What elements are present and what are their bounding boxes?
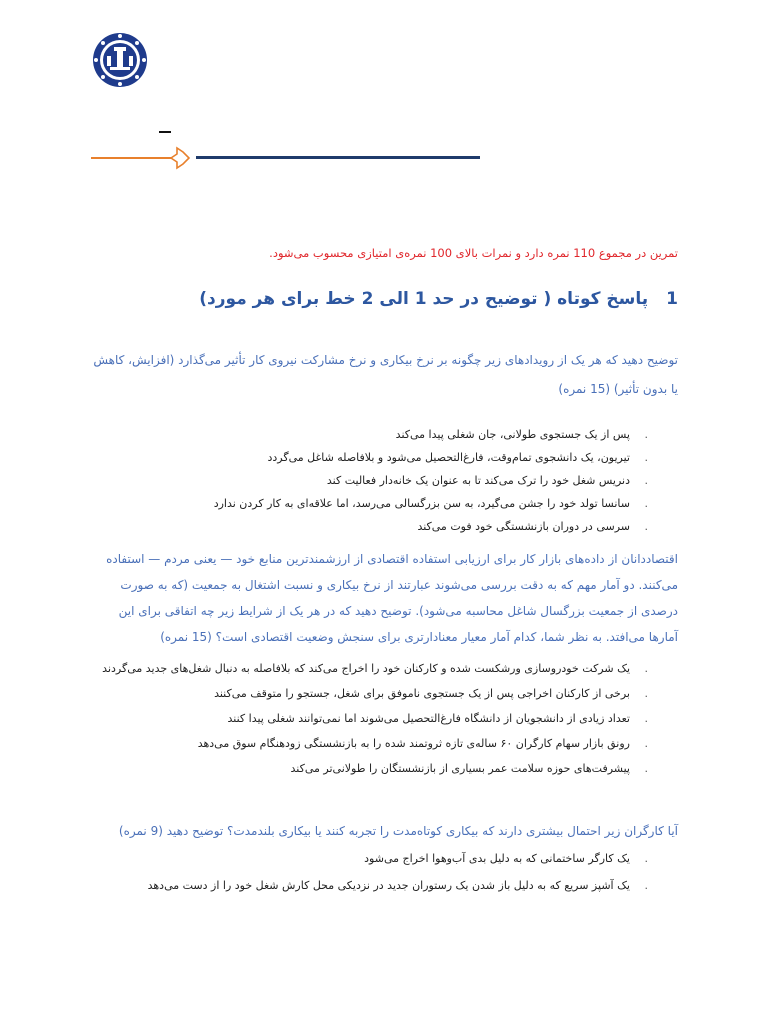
- bullet-icon: .: [644, 879, 648, 892]
- bullet-icon: .: [644, 737, 648, 750]
- short-dash: [159, 131, 171, 133]
- list-item: . پیشرفت‌های حوزه سلامت عمر بسیاری از بازنشستگان را طولانی‌تر می‌کند: [88, 756, 648, 781]
- scoring-note: تمرین در مجموع 110 نمره دارد و نمرات بالای 100 نمره‌ی امتیازی محسوب می‌شود.: [269, 246, 678, 260]
- list-item: . یک شرکت خودروسازی ورشکست شده و کارکنان خود را اخراج می‌کند که بلافاصله به دنبال شغل‌های جدید می‌گردند: [88, 656, 648, 681]
- bullet-icon: .: [644, 520, 648, 533]
- bullet-icon: .: [644, 712, 648, 725]
- list-item: . برخی از کارکنان اخراجی پس از یک جستجوی ناموفق برای شغل، جستجو را متوقف می‌کنند: [88, 681, 648, 706]
- divider-rule: [196, 156, 480, 159]
- list-item: . تعداد زیادی از دانشجویان از دانشگاه فارغ‌التحصیل می‌شوند اما نمی‌توانند شغلی پیدا کنند: [88, 706, 648, 731]
- question-1-list: [88, 423, 648, 538]
- section-title: پاسخ کوتاه ( توضیح در حد 1 الی 2 خط برای هر مورد): [199, 289, 649, 309]
- list-item: . تیریون، یک دانشجوی تمام‌وقت، فارغ‌التحصیل می‌شود و بلافاصله شاغل می‌گردد: [88, 446, 648, 469]
- list-item: . یک آشپز سریع که به دلیل باز شدن یک رستوران جدید در نزدیکی محل کارش شغل خود را از دست می‌دهد: [88, 872, 648, 899]
- bullet-icon: .: [644, 428, 648, 441]
- question-3: آیا کارگران زیر احتمال بیشتری دارند که بیکاری کوتاه‌مدت را تجربه کنند یا بیکاری بلندمدت؟ توضیح دهید (9 نمره): [118, 824, 678, 838]
- question-2: اقتصاددانان از داده‌های بازار کار برای ارزیابی استفاده اقتصادی از ارزشمندترین منابع خود — یعنی مردم — استفاده می‌کنند. دو آمار مهم که به دقت بررسی می‌شوند عبارتند از نرخ بیکاری و نسبت اشتغال به جمعیت (که به صورت درصدی از جمعیت بزرگسال شاغل محاسبه می‌شود). توضیح دهید که در هر یک از شرایط زیر چه اتفاقی برای این آمارها می‌افتد. به نظر شما، کدام آمار معیار معنادارتری برای سنجش وضعیت اقتصادی است؟ (15 نمره): [106, 552, 678, 644]
- list-item: . سانسا تولد خود را جشن می‌گیرد، به سن بزرگسالی می‌رسد، اما علاقه‌ای به کار کردن ندارد: [88, 492, 648, 515]
- university-seal-icon: [92, 32, 148, 88]
- ornament-icon: [169, 145, 191, 171]
- list-item: . سرسی در دوران بازنشستگی خود فوت می‌کند: [88, 515, 648, 538]
- question-1: توضیح دهید که هر یک از رویدادهای زیر چگونه بر نرخ بیکاری و نرخ مشارکت نیروی کار تأثیر می‌گذارد (افزایش، کاهش یا بدون تأثیر) (15 نمره): [93, 353, 678, 396]
- list-item: . یک کارگر ساختمانی که به دلیل بدی آب‌وهوا اخراج می‌شود: [88, 845, 648, 872]
- list-item: . رونق بازار سهام کارگران ۶۰ ساله‌ی تازه ثروتمند شده را به بازنشستگی زودهنگام سوق می‌دهد: [88, 731, 648, 756]
- bullet-icon: .: [644, 497, 648, 510]
- question-2-list: [88, 656, 648, 781]
- list-item: . پس از یک جستجوی طولانی، جان شغلی پیدا می‌کند: [88, 423, 648, 446]
- bullet-icon: .: [644, 662, 648, 675]
- bullet-icon: .: [644, 762, 648, 775]
- list-item: . دنریس شغل خود را ترک می‌کند تا به عنوان یک خانه‌دار فعالیت کند: [88, 469, 648, 492]
- bullet-icon: .: [644, 451, 648, 464]
- divider-accent-line: [91, 157, 171, 159]
- bullet-icon: .: [644, 687, 648, 700]
- bullet-icon: .: [644, 474, 648, 487]
- section-number: 1: [666, 289, 678, 309]
- section-heading: [78, 284, 678, 314]
- bullet-icon: .: [644, 852, 648, 865]
- question-3-list: [88, 845, 648, 899]
